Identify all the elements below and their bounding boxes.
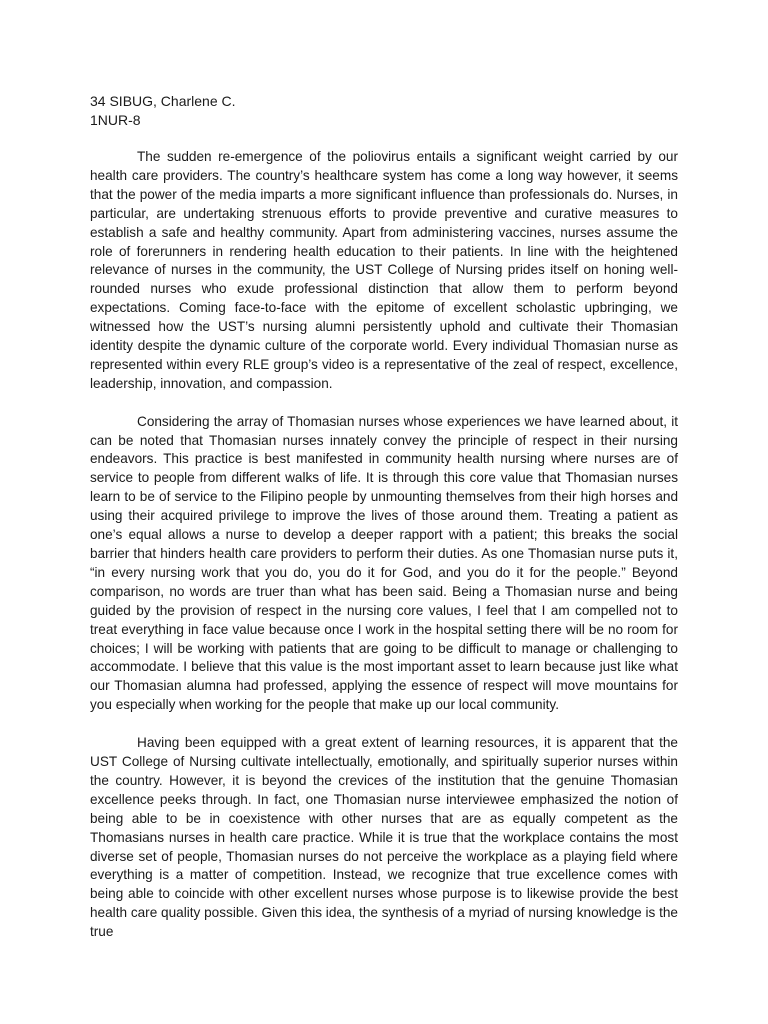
document-body — [90, 148, 678, 961]
student-name-line: 34 SIBUG, Charlene C. — [90, 93, 236, 109]
section-line: 1NUR-8 — [90, 112, 141, 128]
paragraph-1: The sudden re-emergence of the poliovirus entails a significant weight carried by our health care providers. The country’s healthcare system has come a long way however, it seems that the power of the media imparts a more significant influence than professionals do. Nurses, in particular, are undertaking strenuous efforts to provide preventive and curative measures to establish a safe and healthy community. Apart from administering vaccines, nurses assume the role of forerunners in rendering health education to their patients. In line with the heightened relevance of nurses in the community, the UST College of Nursing prides itself on honing well-rounded nurses who exude professional distinction that allow them to perform beyond expectations. Coming face-to-face with the epitome of excellent scholastic upbringing, we witnessed how the UST’s nursing alumni persistently uphold and cultivate their Thomasian identity despite the dynamic culture of the corporate world. Every individual Thomasian nurse as represented within every RLE group’s video is a representative of the zeal of respect, excellence, leadership, innovation, and compassion. — [90, 149, 678, 391]
document-header — [90, 92, 236, 130]
paragraph-3: Having been equipped with a great extent of learning resources, it is apparent that the UST College of Nursing cultivate intellectually, emotionally, and spiritually superior nurses within the country. However, it is beyond the crevices of the institution that the genuine Thomasian excellence peeks through. In fact, one Thomasian nurse interviewee emphasized the notion of being able to be in coexistence with other nurses that are as equally competent as the Thomasians nurses in health care practice. While it is true that the workplace contains the most diverse set of people, Thomasian nurses do not perceive the workplace as a playing field where everything is a matter of competition. Instead, we recognize that true excellence comes with being able to coincide with other excellent nurses whose purpose is to likewise provide the best health care quality possible. Given this idea, the synthesis of a myriad of nursing knowledge is the true — [90, 735, 678, 940]
paragraph-2: Considering the array of Thomasian nurses whose experiences we have learned about, it can be noted that Thomasian nurses innately convey the principle of respect in their nursing endeavors. This practice is best manifested in community health nursing where nurses are of service to people from different walks of life. It is through this core value that Thomasian nurses learn to be of service to the Filipino people by unmounting themselves from their high horses and using their acquired privilege to improve the lives of those around them. Treating a patient as one’s equal allows a nurse to develop a deeper rapport with a patient; this breaks the social barrier that hinders health care providers to perform their duties. As one Thomasian nurse puts it, “in every nursing work that you do, you do it for God, and you do it for the people.” Beyond comparison, no words are truer than what has been said. Being a Thomasian nurse and being guided by the provision of respect in the nursing core values, I feel that I am compelled not to treat everything in face value because once I work in the hospital setting there will be no room for choices; I will be working with patients that are going to be difficult to manage or challenging to accommodate. I believe that this value is the most important asset to learn because just like what our Thomasian alumna had professed, applying the essence of respect will move mountains for you especially when working for the people that make up our local community. — [90, 413, 678, 713]
